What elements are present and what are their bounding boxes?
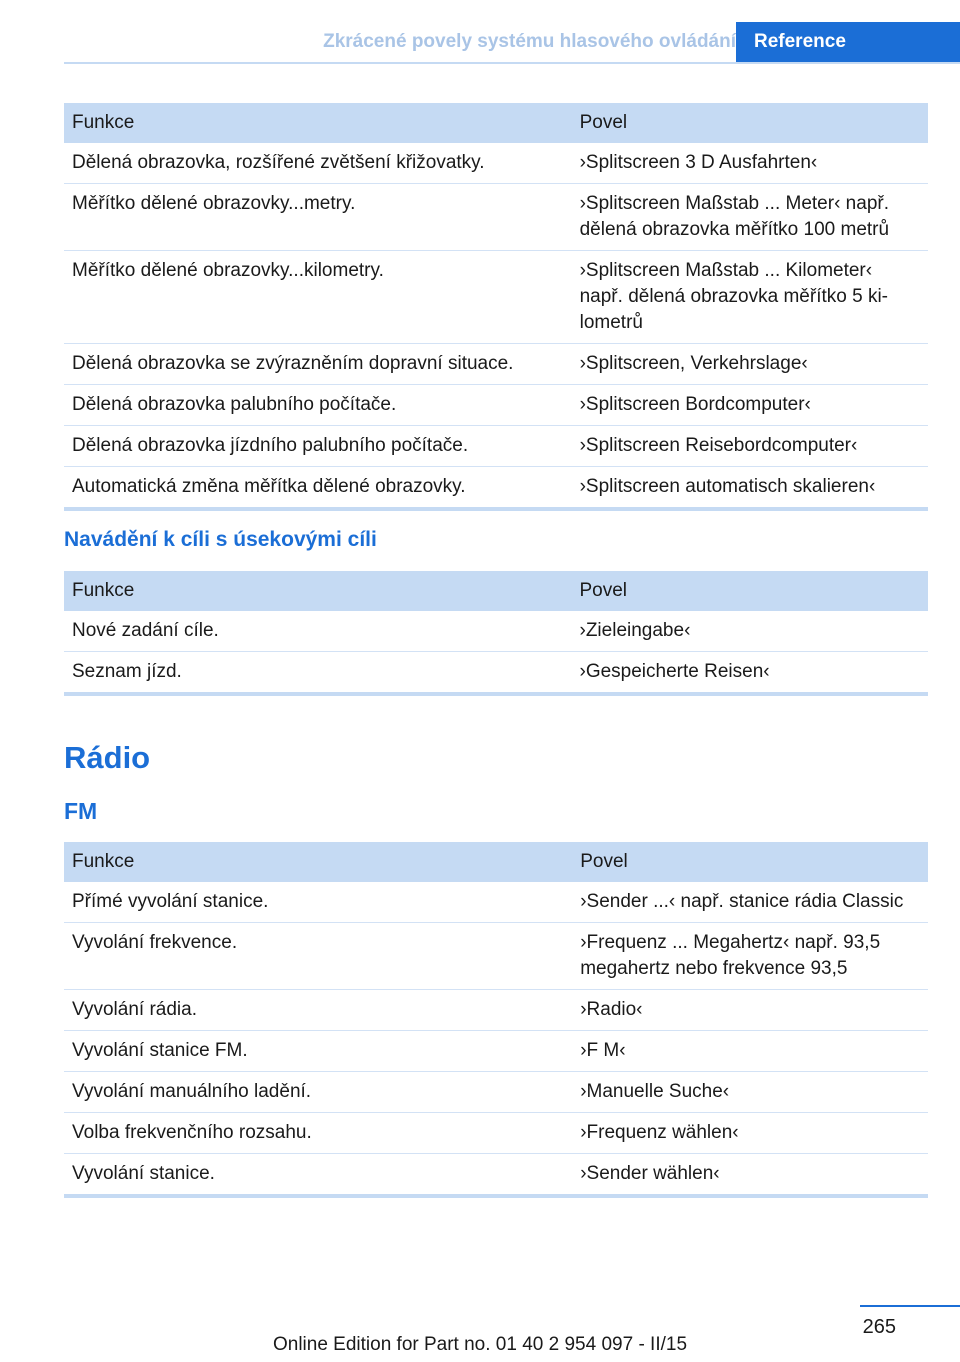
column-header-function: Funkce <box>64 103 572 143</box>
fm-radio-commands-table <box>64 842 928 1198</box>
section-heading-navigation: Navádění k cíli s úsekovými cíli <box>64 528 377 551</box>
navigation-commands-table <box>64 571 928 696</box>
command-cell: ›Splitscreen Reisebordcomputer‹ <box>572 426 928 467</box>
command-cell: ›Radio‹ <box>572 990 928 1031</box>
table-row <box>64 1072 928 1113</box>
column-header-function: Funkce <box>64 842 572 882</box>
column-header-command: Povel <box>572 571 929 611</box>
page-number-rule <box>860 1305 960 1307</box>
table-row <box>64 652 928 695</box>
header-chapter-title: Zkrácené povely systému hlasového ovládání <box>323 31 736 52</box>
command-cell: ›Splitscreen Maßstab ... Kilometer‹ např. dělená obrazovka měřítko 5 ki-lometrů <box>572 251 928 344</box>
command-cell: ›Frequenz wählen‹ <box>572 1113 928 1154</box>
footer-edition-text: Online Edition for Part no. 01 40 2 954 097 - II/15 <box>272 1334 688 1355</box>
function-cell: Vyvolání manuálního ladění. <box>64 1072 572 1113</box>
function-cell: Seznam jízd. <box>72 661 182 682</box>
function-cell: Nové zadání cíle. <box>64 611 572 652</box>
page-header <box>64 22 960 64</box>
function-cell: Vyvolání stanice FM. <box>64 1031 572 1072</box>
table-row <box>64 1113 928 1154</box>
header-section-tab[interactable]: Reference <box>736 22 960 62</box>
table-row <box>64 426 928 467</box>
split-screen-commands-table <box>64 103 928 511</box>
function-cell: Dělená obrazovka se zvýrazněním dopravní situace. <box>64 344 572 385</box>
table-row <box>64 923 928 990</box>
command-cell: ›Manuelle Suche‹ <box>572 1072 928 1113</box>
command-cell: ›Splitscreen automatisch skalieren‹ <box>579 476 876 497</box>
function-cell: Měřítko dělené obrazovky...kilometry. <box>64 251 572 344</box>
table-row <box>64 184 928 251</box>
table-row <box>64 611 928 652</box>
function-cell: Přímé vyvolání stanice. <box>64 882 572 923</box>
function-cell: Vyvolání rádia. <box>64 990 572 1031</box>
table-row <box>64 251 928 344</box>
function-cell: Vyvolání frekvence. <box>64 923 572 990</box>
command-cell: ›Splitscreen Maßstab ... Meter‹ např. dělená obrazovka měřítko 100 metrů <box>572 184 928 251</box>
table-row <box>64 385 928 426</box>
column-header-function: Funkce <box>64 571 572 611</box>
function-cell: Vyvolání stanice. <box>72 1163 215 1184</box>
command-cell: ›Splitscreen Bordcomputer‹ <box>572 385 928 426</box>
table-row <box>64 143 928 184</box>
subheading-fm: FM <box>64 798 98 824</box>
command-cell: ›Frequenz ... Megahertz‹ např. 93,5 megahertz nebo frekvence 93,5 <box>572 923 928 990</box>
table-header-row <box>64 571 928 611</box>
command-cell: ›Splitscreen, Verkehrslage‹ <box>572 344 928 385</box>
page-number: 265 <box>862 1316 896 1338</box>
function-cell: Dělená obrazovka, rozšířené zvětšení křižovatky. <box>64 143 572 184</box>
command-cell: ›Gespeicherte Reisen‹ <box>579 661 770 682</box>
table-row <box>64 1031 928 1072</box>
table-header-row <box>64 842 928 882</box>
command-cell: ›Splitscreen 3 D Ausfahrten‹ <box>572 143 928 184</box>
function-cell: Dělená obrazovka jízdního palubního počítače. <box>64 426 572 467</box>
chapter-heading-radio: Rádio <box>64 740 151 775</box>
function-cell: Automatická změna měřítka dělené obrazovky. <box>72 476 466 497</box>
function-cell: Měřítko dělené obrazovky...metry. <box>64 184 572 251</box>
command-cell: ›Zieleingabe‹ <box>572 611 929 652</box>
table-row <box>64 990 928 1031</box>
command-cell: ›Sender wählen‹ <box>580 1163 720 1184</box>
command-cell: ›F M‹ <box>572 1031 928 1072</box>
table-header-row <box>64 103 928 143</box>
table-row <box>64 344 928 385</box>
table-row <box>64 882 928 923</box>
column-header-command: Povel <box>572 842 928 882</box>
table-row <box>64 467 928 510</box>
command-cell: ›Sender ...‹ např. stanice rádia Classic <box>572 882 928 923</box>
table-row <box>64 1154 928 1197</box>
column-header-command: Povel <box>572 103 928 143</box>
function-cell: Dělená obrazovka palubního počítače. <box>64 385 572 426</box>
function-cell: Volba frekvenčního rozsahu. <box>64 1113 572 1154</box>
